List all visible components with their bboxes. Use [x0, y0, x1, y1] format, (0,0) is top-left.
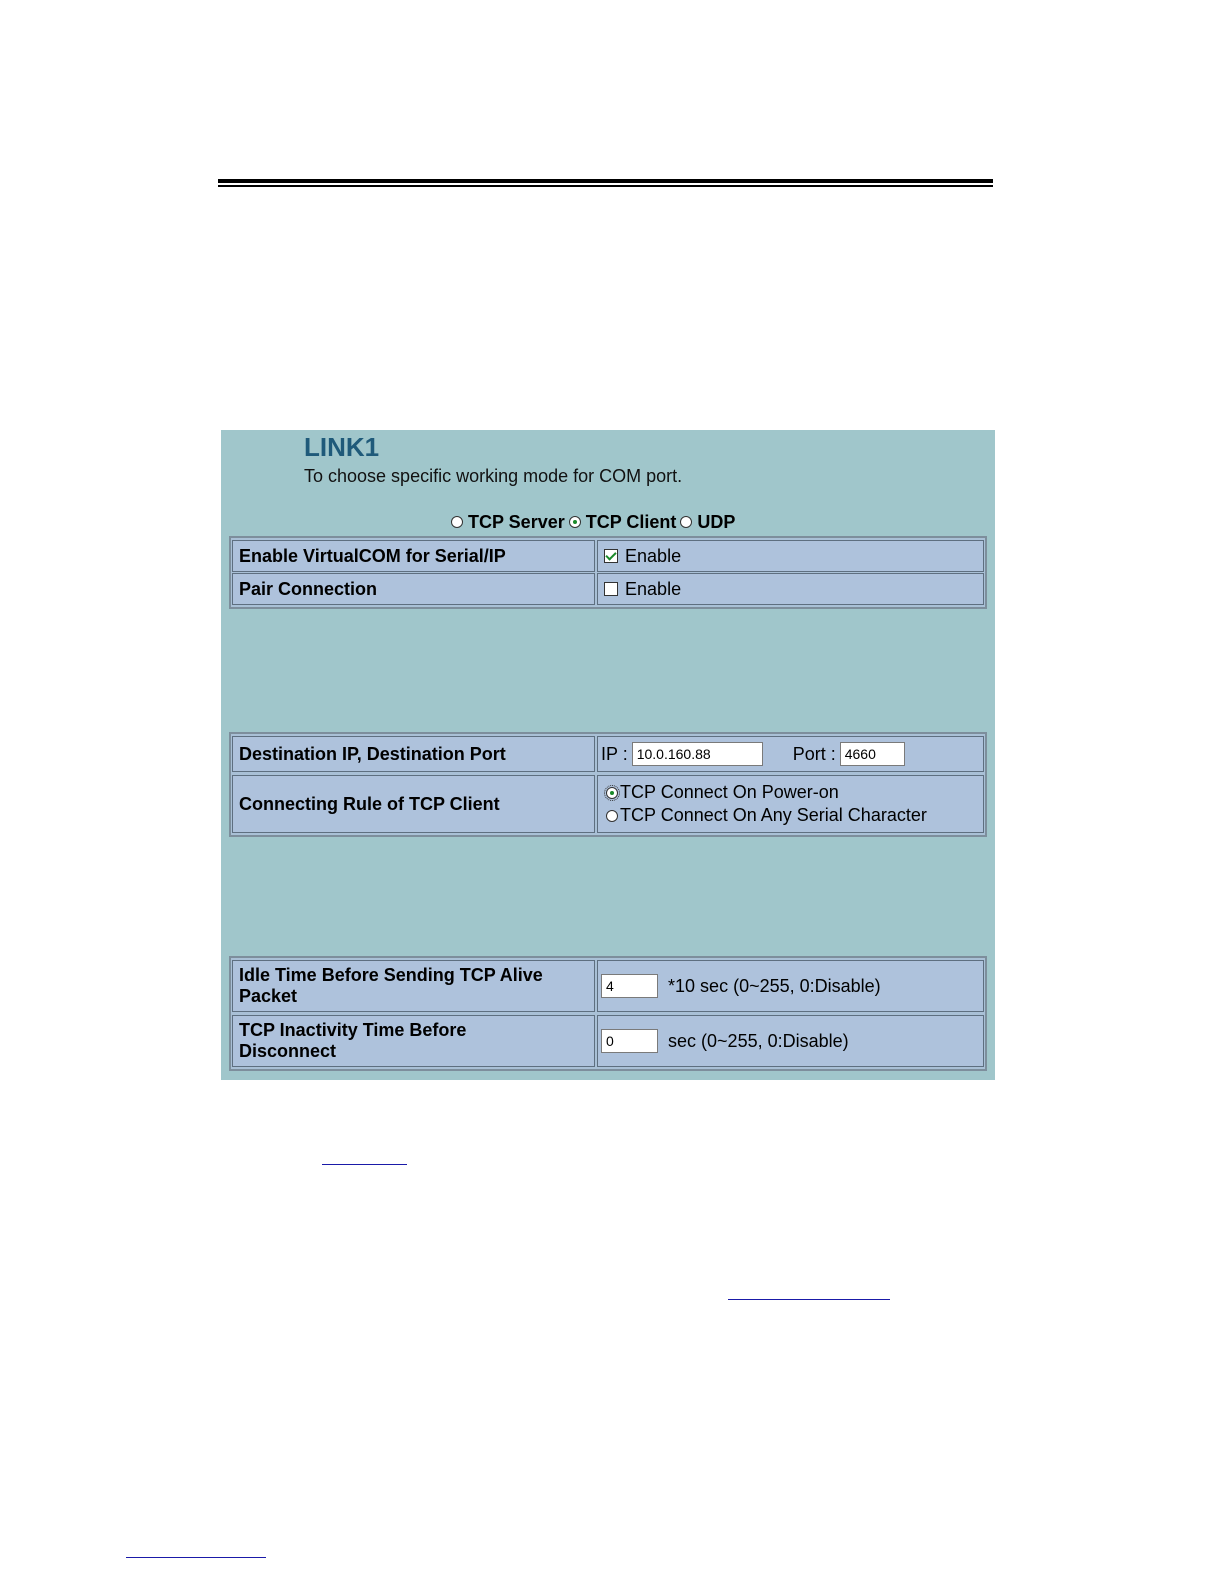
inactivity-label-line2: Disconnect: [239, 1041, 337, 1061]
radio-tcp-client[interactable]: [569, 516, 581, 528]
tcp-client-table: [229, 732, 987, 837]
inactivity-value-cell: [597, 1015, 984, 1067]
hyperlink-underline[interactable]: [728, 1299, 890, 1300]
virtualcom-label: Enable VirtualCOM for Serial/IP: [232, 540, 595, 572]
rule-serial-char-label: TCP Connect On Any Serial Character: [620, 805, 927, 825]
idle-time-label-line2: Packet: [239, 986, 298, 1006]
mode-tcp-server[interactable]: [451, 512, 565, 533]
connecting-rule-label: Connecting Rule of TCP Client: [232, 775, 595, 833]
ip-label: IP :: [601, 743, 628, 764]
port-label: Port :: [792, 743, 836, 764]
pair-connection-checkbox-label: Enable: [625, 578, 682, 599]
destination-ip-input[interactable]: 10.0.160.88: [632, 742, 763, 766]
radio-serial-char[interactable]: [606, 810, 618, 822]
destination-port-input[interactable]: 4660: [840, 742, 905, 766]
page-title: LINK1: [304, 432, 380, 462]
inactivity-label: [232, 1015, 595, 1067]
idle-time-value-cell: [597, 960, 984, 1012]
virtualcom-checkbox[interactable]: [604, 549, 618, 563]
footnote-link-underline[interactable]: [126, 1557, 266, 1558]
idle-time-suffix: *10 sec (0~255, 0:Disable): [668, 975, 881, 996]
table-row: [232, 775, 984, 833]
table-row: [232, 960, 984, 1012]
pair-connection-label: Pair Connection: [232, 573, 595, 605]
connecting-rule-options: [606, 782, 927, 826]
inactivity-suffix: sec (0~255, 0:Disable): [668, 1030, 849, 1051]
tcp-timeout-table: [229, 956, 987, 1071]
mode-udp-label: UDP: [697, 511, 736, 532]
idle-time-input[interactable]: 4: [601, 974, 658, 998]
mode-udp[interactable]: [680, 512, 735, 533]
inactivity-label-line1: TCP Inactivity Time Before: [239, 1020, 467, 1040]
idle-time-label-line1: Idle Time Before Sending TCP Alive: [239, 965, 543, 985]
link-options-table: [229, 536, 987, 609]
link1-config-panel: [221, 430, 995, 1080]
destination-label: Destination IP, Destination Port: [232, 736, 595, 772]
rule-power-on-option[interactable]: [606, 782, 927, 803]
hyperlink-underline[interactable]: [322, 1164, 407, 1165]
pair-connection-checkbox[interactable]: [604, 582, 618, 596]
destination-value-cell: [597, 736, 984, 772]
mode-tcp-server-label: TCP Server: [468, 511, 565, 532]
table-row: [232, 1015, 984, 1067]
table-row: [232, 540, 984, 572]
mode-selector: [451, 510, 739, 534]
idle-time-label: [232, 960, 595, 1012]
header-rule-thin: [218, 185, 993, 187]
radio-udp[interactable]: [680, 516, 692, 528]
mode-tcp-client[interactable]: [569, 512, 677, 533]
pair-connection-value-cell: [597, 573, 984, 605]
rule-power-on-label: TCP Connect On Power-on: [620, 782, 839, 802]
header-rule-thick: [218, 179, 993, 183]
radio-power-on[interactable]: [606, 787, 618, 799]
table-row: [232, 573, 984, 605]
table-row: [232, 736, 984, 772]
virtualcom-value-cell: [597, 540, 984, 572]
page-subtitle: To choose specific working mode for COM port.: [304, 466, 683, 486]
mode-tcp-client-label: TCP Client: [585, 511, 677, 532]
rule-serial-char-option[interactable]: [606, 805, 927, 826]
radio-tcp-server[interactable]: [451, 516, 463, 528]
connecting-rule-value-cell: [597, 775, 984, 833]
inactivity-input[interactable]: 0: [601, 1029, 658, 1053]
virtualcom-checkbox-label: Enable: [625, 545, 682, 566]
